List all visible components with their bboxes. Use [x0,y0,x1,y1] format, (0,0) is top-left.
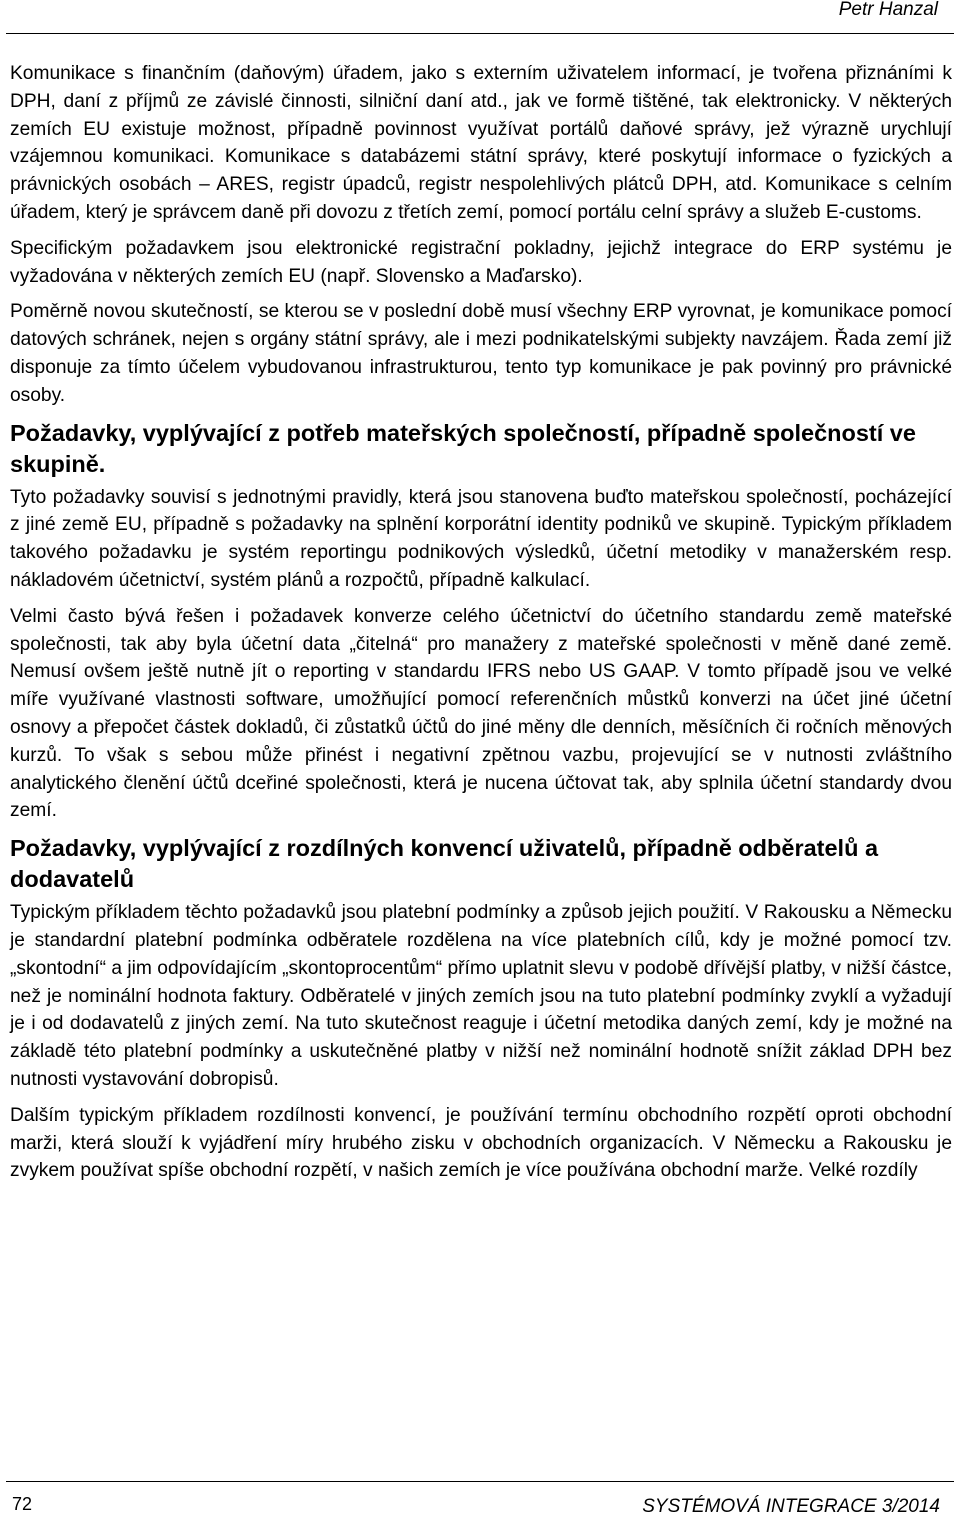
article-body [10,60,952,1193]
paragraph-tax-office: Komunikace s finančním (daňovým) úřadem, jako s externím uživatelem informací, je tvořena přiznáními k DPH, daní z příjmů ze závislé činnosti, silniční daní atd., jak ve formě tištěné, tak elektronicky. V některých zemích EU existuje možnost, případně povinnost využívat portálů daňové správy, jež výrazně urychlují vzájemnou komunikaci. Komunikace s databázemi státní správy, které poskytují informace o fyzických a právnických osobách – ARES, registr úpadců, registr nespolehlivých plátců DPH, atd. Komunikace s celním úřadem, který je správcem daně při dovozu z třetích zemí, pomocí portálu celní správy a služeb E-customs. [10,63,952,223]
journal-name: SYSTÉMOVÁ INTEGRACE 3/2014 [642,1496,940,1517]
paragraph-payment-terms: Typickým příkladem těchto požadavků jsou platební podmínky a způsob jejich použití. V Rakousku a Německu je standardní platební podmínka odběratele rozdělena na více platebních cílů, kdy je možné pomocí tzv. „skontodní“ a jim odpovídajícím „skontoprocentům“ přímo uplatnit slevu v podobě dřívější platby, v nižší částce, než je nominální hodnota faktury. Odběratelé v jiných zemích jsou na tuto platební podmínky zvyklí a vyžadují je i od dodavatelů z jiných zemí. Na tuto skutečnost reaguje i účetní metodika daných zemí, kdy je možné na základě této platební podmínky a uskutečněné platby v nižší než nominální hodnotě snížit základ DPH bez nutnosti vystavování dobropisů. [10,902,952,1090]
section-heading-parent-companies: Požadavky, vyplývající z potřeb mateřských společností, případně společností ve skupině. [10,419,916,477]
section-heading-conventions: Požadavky, vyplývající z rozdílných konvencí uživatelů, případně odběratelů a dodavatelů [10,835,879,893]
paragraph-data-boxes: Poměrně novou skutečností, se kterou se v poslední době musí všechny ERP vyrovnat, je komunikace pomocí datových schránek, nejen s orgány státní správy, ale i mezi podnikatelskými subjekty navzájem. Řada zemí již disponuje za tímto účelem vybudovanou infrastrukturou, tento typ komunikace je pak povinný pro právnické osoby. [10,301,952,406]
paragraph-conversion: Velmi často bývá řešen i požadavek konverze celého účetnictví do účetního standardu země mateřské společnosti, tak aby byla účetní data „čitelná“ pro manažery z mateřské společnosti v měně dané země. Nemusí ovšem ještě nutně jít o reporting v standardu IFRS nebo US GAAP. V tomto případě jsou ve velké míře využívané vlastnosti software, umožňující pomocí referenčních můstků konverzi na účet jiné účetní osnovy a přepočet částek dokladů, či zůstatků účtů do jiné měny dle denních, měsíčních či ročních měnových kurzů. To však s sebou může přinést i negativní zpětnou vazbu, projevující se v nutnosti zvláštního analytického členění účtů dceřiné společnosti, která je nucena účtovat tak, aby splnila účetní standardy dvou zemí. [10,605,952,822]
page-number: 72 [12,1494,33,1514]
paragraph-margin: Dalším typickým příkladem rozdílnosti konvencí, je používání termínu obchodního rozpětí oproti obchodní marži, která slouží k vyjádření míry hrubého zisku v obchodních organizacích. V Německu a Rakousku je zvykem používat spíše obchodní rozpětí, v našich zemích je více používána obchodní marže. Velké rozdíly [10,1104,952,1182]
footer-divider [6,1481,954,1482]
paragraph-cash-registers: Specifickým požadavkem jsou elektronické registrační pokladny, jejichž integrace do ERP systému je vyžadována v některých zemích EU (např. Slovensko a Maďarsko). [10,237,952,287]
paragraph-group-rules: Tyto požadavky souvisí s jednotnými pravidly, která jsou stanovena buďto mateřskou společností, pocházející z jiné země EU, případně s požadavky na splnění korporátní identity podniků ve skupině. Typickým příkladem takového požadavku je systém reportingu podnikových výsledků, účetní metodiky v manažerském resp. nákladovém účetnictví, systém plánů a rozpočtů, případně kalkulací. [10,486,952,591]
running-header-author: Petr Hanzal [838,0,938,20]
header-divider [6,33,954,34]
